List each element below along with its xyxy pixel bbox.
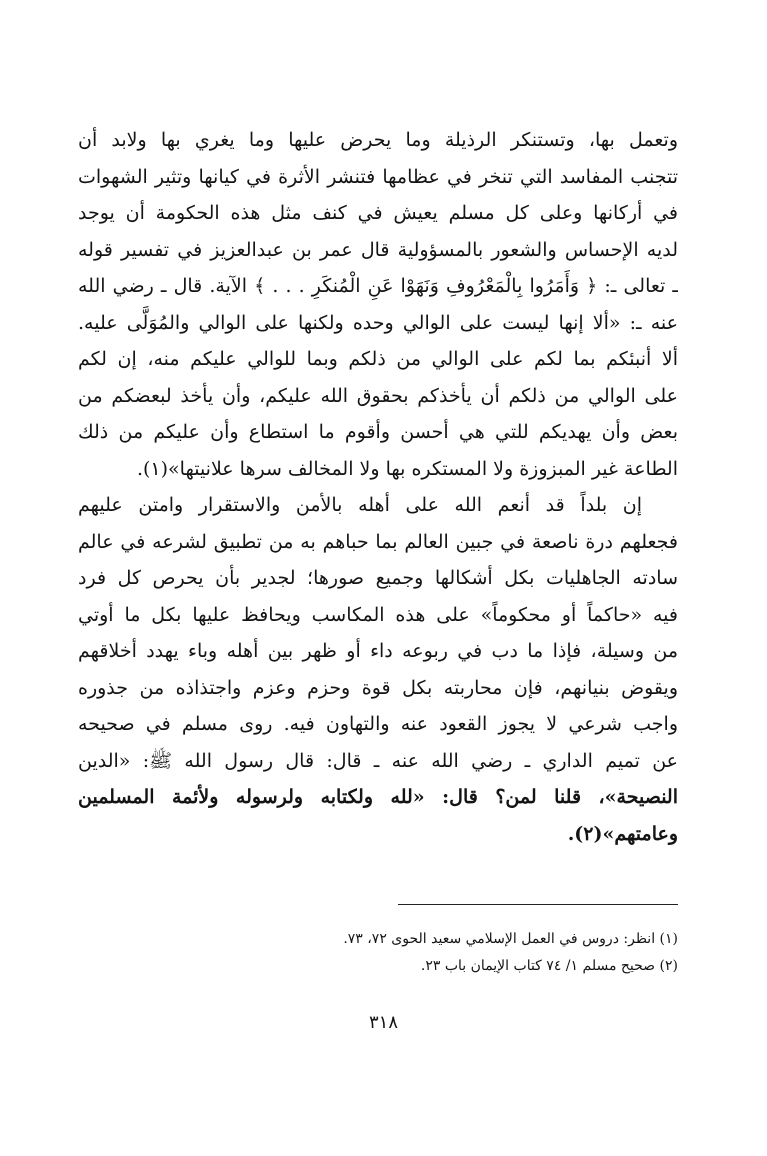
text-line-13: سادته الجاهليات بكل أشكالها وجميع صورها؛ لجدير بأن يحرص كل فرد [78, 567, 678, 589]
text-line-6: عنه ـ: «ألا إنها ليست على الوالي وحده ولكنها على الوالي والمُوَلَّى عليه. [78, 311, 678, 334]
text-line-11: إن بلداً قد أنعم الله على أهله بالأمن والاستقرار وامتن عليهم [78, 494, 642, 516]
text-line-12: فجعلهم درة ناصعة في جبين العالم بما حباهم به من تطبيق لشرعه في عالم [78, 530, 678, 553]
text-line-9: بعض وأن يهديكم للتي هي أحسن وأقوم ما استطاع وأن عليكم من ذلك [78, 421, 678, 443]
text-line-2: تتجنب المفاسد التي تنخر في عظامها فتنشر الأثرة في كيانها وتثير الشهوات [78, 165, 678, 188]
text-line-14: فيه «حاكماً أو محكوماً» على هذه المكاسب ويحافظ عليها بكل ما أوتي [78, 603, 678, 626]
page-number: ٣١٨ [368, 1012, 398, 1033]
main-text [78, 122, 678, 852]
text-line-3: في أركانها وعلى كل مسلم يعيش في كنف مثل هذه الحكومة أن يوجد [78, 202, 678, 224]
text-line-20: وعامتهم»(٢). [567, 822, 678, 845]
text-line-16: ويقوض بنيانهم، فإن محاربته بكل قوة وحزم وعزم واجتذاذه من جذوره [78, 676, 678, 699]
text-line-5: ـ تعالى ـ: ﴿ وَأَمَرُوا بِالْمَعْرُوفِ وَنَهَوْا عَنِ الْمُنكَرِ . . . ﴾ الآية. قال ـ رضي الله [78, 275, 678, 297]
text-line-10: الطاعة غير المبزوزة ولا المستكره بها ولا المخالف سرها علانيتها»(١). [136, 457, 678, 480]
text-line-17: واجب شرعي لا يجوز القعود عنه والتهاون فيه. روى مسلم في صحيحه [78, 713, 678, 735]
text-line-15: من وسيلة، فإذا ما دب في ربوعه داء أو ظهر بين أهله وباء يهدد أخلاقهم [78, 640, 678, 662]
footnote-2: (٢) صحيح مسلم ١/ ٧٤ كتاب الإيمان باب ٢٣. [420, 958, 678, 974]
footnotes [200, 926, 678, 980]
text-line-19: النصيحة»، قلنا لمن؟ قال: «لله ولكتابه ولرسوله ولأئمة المسلمين [78, 786, 678, 808]
text-line-7: ألا أنبئكم بما لكم على الوالي من ذلكم وبما للوالي عليكم منه، إن لكم [78, 348, 678, 370]
text-line-1: وتعمل بها، وتستنكر الرذيلة وما يحرض عليها وما يغري بها ولابد أن [78, 129, 678, 151]
text-line-8: على الوالي من ذلكم أن يأخذكم بحقوق الله عليكم، وأن يأخذ لبعضكم من [78, 384, 678, 407]
footnote-1: (١) انظر: دروس في العمل الإسلامي سعيد الحوى ٧٢، ٧٣. [343, 931, 678, 947]
text-line-18: عن تميم الداري ـ رضي الله عنه ـ قال: قال رسول الله ﷺ: «الدين [78, 749, 678, 772]
text-line-4: لديه الإحساس والشعور بالمسؤولية قال عمر بن عبدالعزيز في تفسير قوله [78, 238, 678, 261]
footnote-divider [398, 904, 678, 905]
